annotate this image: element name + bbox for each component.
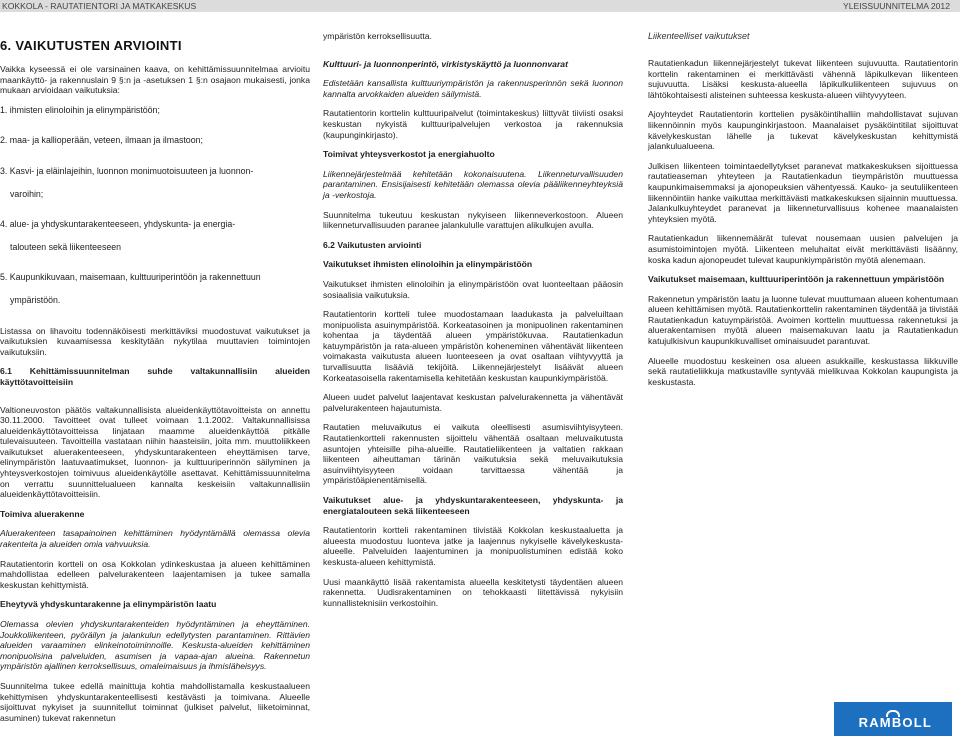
column-3-header: Liikenteelliset vaikutukset bbox=[648, 31, 750, 41]
list-item-continuation: talouteen sekä liikenteeseen bbox=[10, 241, 122, 252]
header-bar bbox=[0, 0, 960, 12]
subheading: Vaikutukset alue- ja yhdyskuntarakenteeseen, yhdyskunta- ja energiatalouteen sekä liikenteeseen bbox=[323, 495, 623, 516]
column-2 bbox=[323, 31, 623, 617]
list-item-continuation: varoihin; bbox=[10, 188, 44, 199]
paragraph: Uusi maankäyttö lisää rakentamista alueella keskitetysti täydentäen alueen rakennetta. Uudisrakentaminen on tehokkaasti liitettävissä nykyisiin kunnallisteknisiin verkostoihin. bbox=[323, 576, 623, 608]
paragraph: Rautatientorin kortteli tulee muodostamaan laadukasta ja palveluiltaan monipuolista asuinympäristöä. Korkeatasoinen ja monipuolinen rakentaminen kohentaa ja täydentää alueen ympäristökuvaa. Rautatienkadun katuympäristön ja rata-alueen ympäristön koheneminen vähentävät liikenteen voimakasta vaikutusta alueen luonteeseen ja ovat osaltaan viihtyvyyttä ja turvallisuutta lisääviä tekijöitä. Liikennejärjestelyt lisäävät alueen Korkeatasoisella rakentamisella kehitetään keskustan kaupunkiympäristöä. bbox=[323, 309, 623, 383]
paragraph: Julkisen liikenteen toimintaedellytykset paranevat matkakeskuksen sijoittuessa rautatieaseman yhteyteen ja Rautatienkadun tieympäristön muuttuessa kaupunkimaisemmaksi ja ajonopeuksien vähentyessä. Kauko- ja seutuliikenteen liikennöintiin hanke vaikuttaa merkittävästi matkakeskuksen sijainnin muuttuessa. Jalankulkuyhteydet paranevat ja liikenneturvallisuus kohenee maanalaisten yhteyksien myötä. bbox=[648, 160, 958, 224]
subsection-heading: 6.1 Kehittämissuunnitelman suhde valtakunnallisiin alueiden käyttötavoitteisiin bbox=[0, 366, 310, 387]
subheading: Kulttuuri- ja luonnonperintö, virkistyskäyttö ja luonnonvarat bbox=[323, 58, 568, 69]
paragraph: Valtioneuvoston päätös valtakunnallisista alueidenkäyttötavoitteista on annettu 30.11.2000. Tavoitteet ovat tulleet voimaan 1.1.2002. Valtakunnallisissa alueidenkäyttötavoitteissa linjataan maamme alueidenkäyttöä pitkälle tulevaisuuteen. Tavoitteilla vastataan niihin haasteisiin, joita mm. muuttoliikkeen vaikutukset aluerakenteeseen, yhdyskuntarakenteen eheyttämisen tarve, elinympäristön laatuvaatimukset, luonnon- ja kulttuuriperinnön säilyminen ja yhteysverkostojen toimivuus alueidenkäytölle asettavat. Kehittämissuunnitelma on verrattu suunnittelualueen kannalta keskeisiin valtakunnallisiin alueidenkäyttötavoitteisiin. bbox=[0, 404, 310, 500]
subheading: Toimivat yhteysverkostot ja energiahuolto bbox=[323, 149, 495, 160]
subsection-heading: 6.2 Vaikutusten arviointi bbox=[323, 239, 422, 250]
header-left: KOKKOLA - RAUTATIENTORI JA MATKAKESKUS bbox=[2, 1, 197, 11]
subheading: Toimiva aluerakenne bbox=[0, 508, 85, 519]
paragraph: Rautatienkadun liikennemäärät tulevat nousemaan uusien palvelujen ja asumistoimintojen myötä. Liikenteen meluhaitat eivät merkittävästi lisäänny, koska kadun ajonopeudet tulevat kaupunkiympäristön myötä alenemaan. bbox=[648, 233, 958, 265]
paragraph: Alueen uudet palvelut laajentavat keskustan palvelurakennetta ja vähentävät palvelurakenteen hajautumista. bbox=[323, 392, 623, 413]
intro-text: Vaikka kyseessä ei ole varsinainen kaava, on kehittämissuunnitelmaa arvioitu maankäyttö- ja rakennuslain 9 §:n ja -asetuksen 1 §:n osajaon mukaisesti, jonka mukaan arvioidaan vaikutuksia: bbox=[0, 64, 310, 96]
header-right: YLEISSUUNNITELMA 2012 bbox=[843, 1, 950, 11]
list-item: 4. alue- ja yhdyskuntarakenteeseen, yhdyskunta- ja energia- bbox=[0, 219, 236, 230]
paragraph: Rakennetun ympäristön laatu ja luonne tulevat muuttumaan alueen kohentumaan alueen kehittämisen myötä. Rautatienkorttelin rakentaminen täydentää ja tiivistää Rautatienkadun katuympäristöä. Avoimen korttelin muuttuessa rakennetuksi ja aluerakentamisen myötä alueen maisemakuvan laatu ja Rautatienkadun katujulkisivun kaupunkikuvalliset ominaisuudet parantuvat. bbox=[648, 293, 958, 347]
subheading: Eheytyvä yhdyskuntarakenne ja elinympäristön laatu bbox=[0, 599, 217, 610]
paragraph: Rautatien meluvaikutus ei vaikuta oleellisesti asumisviihtyisyyteen. Rautatienkortteli rakennusten sijoittelu vähentää osaltaan meluvaikutusta asuntojen yhteisille piha-alueille. Rautatieliikenteen ja valtatien rakkaan liikenteen aiheuttaman tärinän vaikutuksia sekä meluvaikutuksia asuinviihtyisyyteen voidaan tarvittaessa vähentää ja ympäristöäpienentämisellä. bbox=[323, 422, 623, 486]
logo-text: RAMBOLL bbox=[858, 715, 932, 731]
paragraph: Suunnitelma tukeutuu keskustan nykyiseen liikenneverkostoon. Alueen liikenneturvallisuuden paranee jalankululle varattujen alikulkujen avulla. bbox=[323, 209, 623, 231]
paragraph: Ajoyhteydet Rautatientorin korttelien pysäköintihalliin mahdollistavat sujuvan liikennöinnin myös kaupunginkirjastoon. Maanalaiset pysäköintitilat sijoittuvat kävelykeskustan lähelle ja tukevat kävelykeskustan kehittymistä jalankulualueena. bbox=[648, 109, 958, 152]
column-1 bbox=[0, 39, 310, 732]
section-title: 6. VAIKUTUSTEN ARVIOINTI bbox=[0, 38, 182, 53]
paragraph: Vaikutukset ihmisten elinoloihin ja elinympäristöön ovat luonteeltaan pääosin sosiaalisia vaikutuksia. bbox=[323, 278, 623, 300]
list-item: 5. Kaupunkikuvaan, maisemaan, kulttuuriperintöön ja rakennettuun bbox=[0, 272, 261, 283]
paragraph: Listassa on lihavoitu todennäköisesti merkittäviksi muodostuvat vaikutukset ja vaikutuksien kuvaamisessa keskitytään nykytilaa muuttavien toimintojen vaikutuksiin. bbox=[0, 325, 310, 357]
italic-paragraph: Liikennejärjestelmää kehitetään kokonaisuutena. Liikenneturvallisuuden parantaminen. Ensisijaisesti kehitetään olemassa olevia pääliikenneyhteyksiä ja -verkostoja. bbox=[323, 168, 623, 200]
column-3 bbox=[648, 58, 958, 396]
paragraph: Rautatienkadun liikennejärjestelyt tukevat liikenteen sujuvuutta. Rautatientorin korttelin rakentaminen ei merkittävästi vähennä läpikulkevan liikenteen sujuvuutta. Lisäksi keskusta-alueella läpikulkuliikenteen sujuvuus on lähtökohtaisesti alisteinen suhteessa keskusta-alueen viihtyvyyteen. bbox=[648, 58, 958, 100]
paragraph: Suunnitelma tukee edellä mainittuja kohtia mahdollistamalla keskustaalueen kehittymisen yhdyskuntarakenteellisesti kestävästi ja toimivana. Alueelle sijoittuvat nykyiset ja suunnitellut toiminnat (julkiset palvelut, liiketoiminnat, asuminen) tukevat rakennetun bbox=[0, 680, 310, 723]
subheading: Vaikutukset ihmisten elinoloihin ja elinympäristöön bbox=[323, 259, 533, 270]
list-item: 1. ihmisten elinoloihin ja elinympäristöön; bbox=[0, 104, 160, 115]
list-item: 2. maa- ja kallioperään, veteen, ilmaan ja ilmastoon; bbox=[0, 135, 203, 146]
list-item-continuation: ympäristöön. bbox=[10, 294, 61, 305]
paragraph: Rautatientorin kortteli on osa Kokkolan ydinkeskustaa ja alueen kehittäminen mahdollistaa edelleen palvelurakenteen laajentamisen ja tukee samalla keskustan kehittymistä. bbox=[0, 558, 310, 590]
italic-paragraph: Olemassa olevien yhdyskuntarakenteiden hyödyntäminen ja eheyttäminen. Joukkoliikenteen, pyöräilyn ja jalankulun edellytysten parantaminen. Rittävien alueiden varaaminen elinkeinotoiminnoille. Keskusta-alueiden kehittäminen monipuolisina palveluiden, asumisen ja vapaa-ajan alueina. Rakennetun ympäristön ajallinen kerroksellisuus, omaleimaisuus ja ihmisläheisyys. bbox=[0, 619, 310, 672]
ramboll-logo bbox=[834, 702, 952, 736]
paragraph: Alueelle muodostuu keskeinen osa alueen asukkaille, keskustassa liikkuville sekä rautatieliikkuja matkustaville syntyvää mielikuvaa Kokkolan kaupungista ja keskustasta. bbox=[648, 355, 958, 387]
paragraph: Rautatientorin korttelin kulttuuripalvelut (toimintakeskus) liittyvät tiiviisti osaksi keskustan nykyistä kulttuuripalvelujen verkostoa ja rakennuksia (kaupunginkirjasto). bbox=[323, 108, 623, 140]
paragraph: Rautatientorin kortteli rakentaminen tiivistää Kokkolan keskustaaluetta ja alueesta muodostuu luonteva jatke ja laajennus nykyiselle kävelykeskusta-alueelle. Palveluiden laajentuminen ja monipuolistuminen edistää koko keskusta-alueen kehittymistä. bbox=[323, 525, 623, 567]
italic-paragraph: Edistetään kansallista kulttuuriympäristön ja rakennusperinnön sekä luonnon kannalta arvokkaiden alueiden säilymistä. bbox=[323, 78, 623, 99]
subheading: Vaikutukset maisemaan, kulttuuriperintöön ja rakennettuun ympäristöön bbox=[648, 274, 945, 285]
italic-paragraph: Aluerakenteen tasapainoinen kehittäminen hyödyntämällä olemassa olevia rakenteita ja alueiden omia vahvuuksia. bbox=[0, 528, 310, 550]
list-item: 3. Kasvi- ja eläinlajeihin, luonnon monimuotoisuuteen ja luonnon- bbox=[0, 165, 254, 176]
paragraph: ympäristön kerroksellisuutta. bbox=[323, 31, 432, 41]
